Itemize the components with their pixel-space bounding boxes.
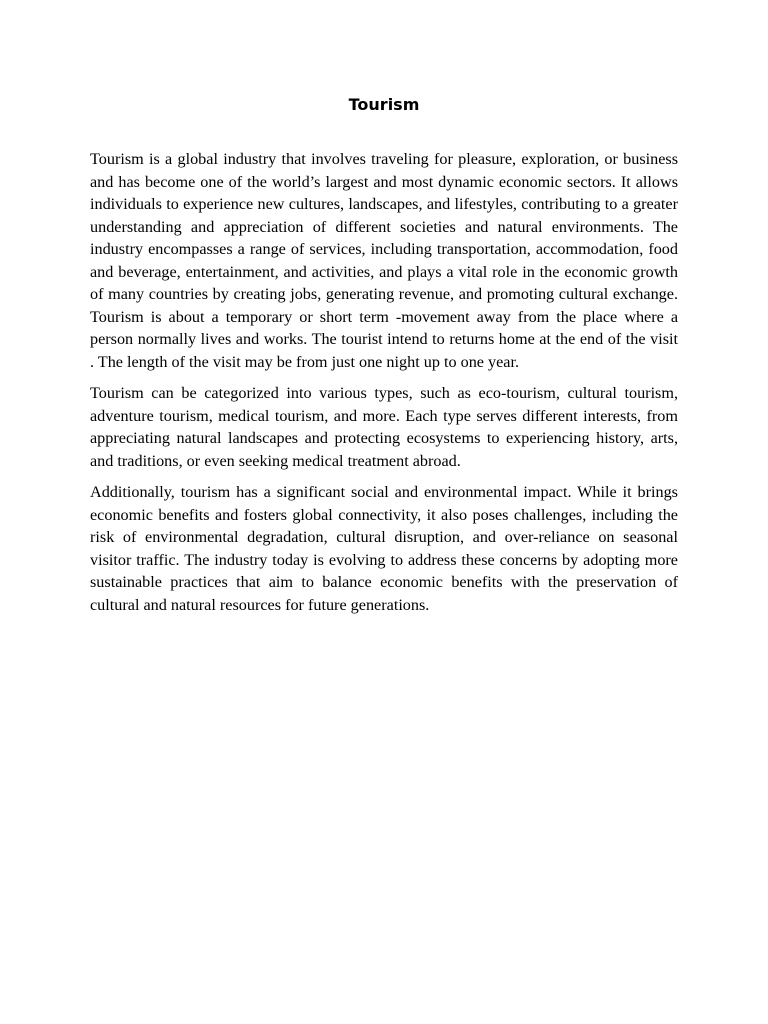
document-body <box>90 148 678 625</box>
paragraph-3: Additionally, tourism has a significant social and environmental impact. While it brings economic benefits and fosters global connectivity, it also poses challenges, including the risk of environmental degradation, cultural disruption, and over-reliance on seasonal visitor traffic. The industry today is evolving to address these concerns by adopting more sustainable practices that aim to balance economic benefits with the preservation of cultural and natural resources for future generations. <box>90 483 678 614</box>
document-title: Tourism <box>348 95 420 114</box>
paragraph-1: Tourism is a global industry that involves traveling for pleasure, exploration, or business and has become one of the world’s largest and most dynamic economic sectors. It allows individuals to experience new cultures, landscapes, and lifestyles, contributing to a greater understanding and appreciation of different societies and natural environments. The industry encompasses a range of services, including transportation, accommodation, food and beverage, entertainment, and activities, and plays a vital role in the economic growth of many countries by creating jobs, generating revenue, and promoting cultural exchange. Tourism is about a temporary or short term -movement away from the place where a person normally lives and works. The tourist intend to returns home at the end of the visit . The length of the visit may be from just one night up to one year. <box>90 150 678 371</box>
paragraph-2: Tourism can be categorized into various types, such as eco-tourism, cultural tourism, adventure tourism, medical tourism, and more. Each type serves different interests, from appreciating natural landscapes and protecting ecosystems to experiencing history, arts, and traditions, or even seeking medical treatment abroad. <box>90 384 678 470</box>
